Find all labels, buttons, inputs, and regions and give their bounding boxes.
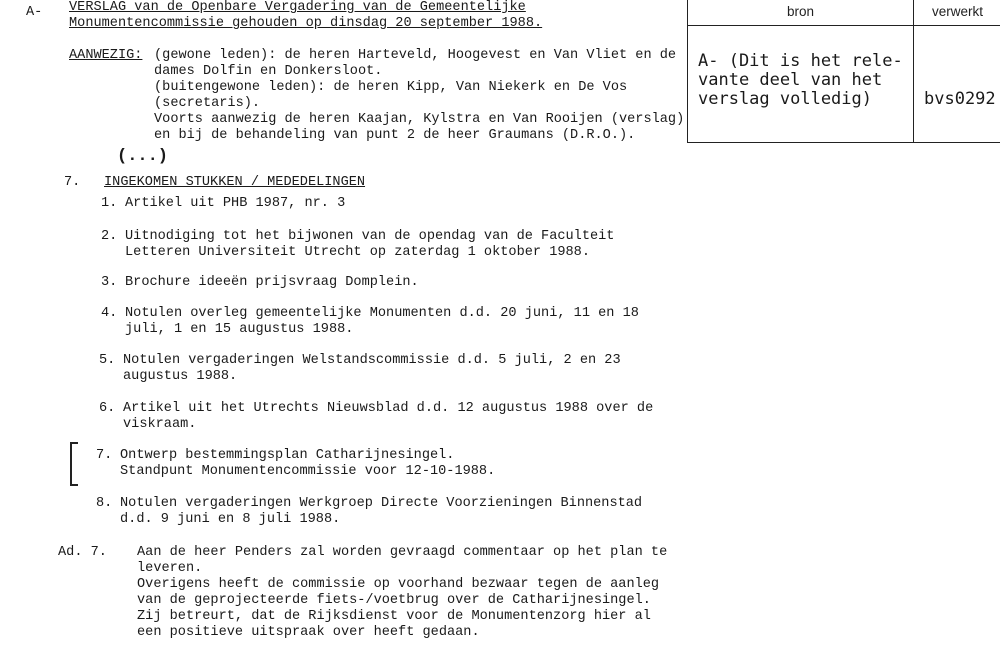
item-text: Ontwerp bestemmingsplan Catharijnesingel.	[120, 448, 455, 463]
item-text: juli, 1 en 15 augustus 1988.	[125, 322, 354, 337]
attendance-line: en bij de behandeling van punt 2 de heer Graumans (D.R.O.).	[154, 128, 636, 143]
item-number: 3.	[101, 275, 118, 290]
item-text: d.d. 9 juni en 8 juli 1988.	[120, 512, 341, 527]
item-number: 2.	[101, 229, 118, 244]
item-number: 8.	[96, 496, 113, 511]
item-text: Uitnodiging tot het bijwonen van de opendag van de Faculteit	[125, 229, 615, 244]
item-text: Letteren Universiteit Utrecht op zaterdag 1 oktober 1988.	[125, 245, 590, 260]
item-text: augustus 1988.	[123, 369, 238, 384]
item-text: Notulen overleg gemeentelijke Monumenten d.d. 20 juni, 11 en 18	[125, 306, 639, 321]
ad-text: van de geprojecteerde fiets-/voetbrug over de Catharijnesingel.	[137, 593, 651, 608]
attendance-line: Voorts aanwezig de heren Kaajan, Kylstra en Van Rooijen (verslag)	[154, 112, 685, 127]
ad-text: Zij betreurt, dat de Rijksdienst voor de Monumentenzorg hier al	[137, 609, 651, 624]
bron-header: bron	[688, 0, 913, 26]
column-divider	[913, 0, 914, 142]
report-title-line-1: VERSLAG van de Openbare Vergadering van de Gemeentelijke	[69, 0, 526, 15]
attendance-line: (buitengewone leden): de heren Kipp, Van Niekerk en De Vos	[154, 80, 628, 95]
bron-text-line: vante deel van het	[698, 70, 883, 90]
ad-text: leveren.	[137, 561, 203, 576]
bron-text-line: A- (Dit is het rele-	[698, 51, 903, 71]
attendance-label: AANWEZIG:	[69, 48, 143, 63]
section-number: 7.	[64, 175, 81, 190]
margin-bracket-mark	[70, 442, 78, 486]
source-table	[687, 0, 1000, 143]
verwerkt-code: bvs0292	[924, 89, 996, 109]
ad-label: Ad. 7.	[58, 545, 107, 560]
report-title-line-2: Monumentencommissie gehouden op dinsdag 20 september 1988.	[69, 16, 543, 31]
item-text: Brochure ideeën prijsvraag Domplein.	[125, 275, 419, 290]
ad-text: Overigens heeft de commissie op voorhand bezwaar tegen de aanleg	[137, 577, 660, 592]
item-number: 4.	[101, 306, 118, 321]
verwerkt-header: verwerkt	[914, 0, 1000, 26]
item-text: viskraam.	[123, 417, 197, 432]
omission-ellipsis: (...)	[117, 147, 169, 166]
item-text: Standpunt Monumentencommissie voor 12-10-1988.	[120, 464, 496, 479]
item-number: 1.	[101, 196, 118, 211]
item-text: Artikel uit PHB 1987, nr. 3	[125, 196, 346, 211]
bron-text-line: verslag volledig)	[698, 89, 872, 109]
ad-text: een positieve uitspraak over heeft gedaan.	[137, 625, 480, 640]
item-text: Notulen vergaderingen Werkgroep Directe Voorzieningen Binnenstad	[120, 496, 643, 511]
item-text: Artikel uit het Utrechts Nieuwsblad d.d. 12 augustus 1988 over de	[123, 401, 654, 416]
ad-text: Aan de heer Penders zal worden gevraagd commentaar op het plan te	[137, 545, 668, 560]
attendance-first-line: (gewone leden): de heren Harteveld, Hoogevest en Van Vliet en de	[154, 48, 677, 63]
item-number: 7.	[96, 448, 113, 463]
margin-marker: A-	[26, 5, 43, 20]
item-text: Notulen vergaderingen Welstandscommissie d.d. 5 juli, 2 en 23	[123, 353, 621, 368]
attendance-line: dames Dolfin en Donkersloot.	[154, 64, 383, 79]
item-number: 6.	[99, 401, 116, 416]
section-heading: INGEKOMEN STUKKEN / MEDEDELINGEN	[104, 175, 366, 190]
item-number: 5.	[99, 353, 116, 368]
attendance-line: (secretaris).	[154, 96, 261, 111]
